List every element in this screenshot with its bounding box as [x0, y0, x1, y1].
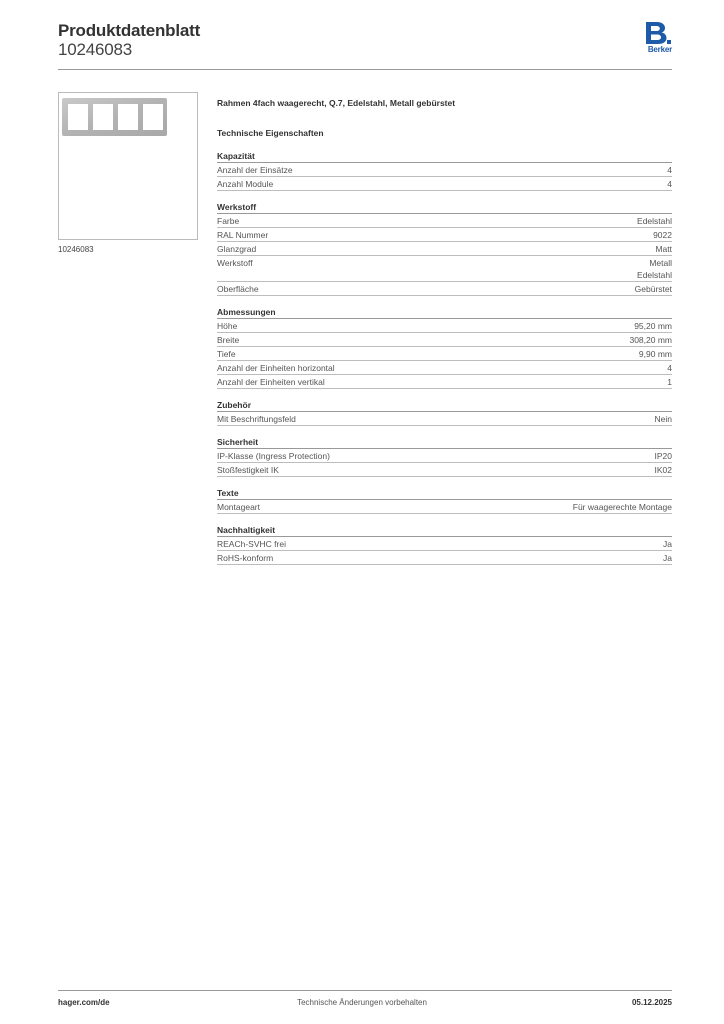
spec-value: Edelstahl — [637, 216, 672, 226]
spec-label: Anzahl der Einheiten horizontal — [217, 363, 335, 373]
spec-label: REACh-SVHC frei — [217, 539, 286, 549]
spec-value: Für waagerechte Montage — [572, 502, 672, 512]
spec-group-title: Nachhaltigkeit — [217, 524, 672, 537]
spec-row — [217, 333, 672, 347]
spec-label: Oberfläche — [217, 284, 259, 294]
spec-group-title: Kapazität — [217, 150, 672, 163]
header-divider — [58, 69, 672, 70]
spec-row — [217, 163, 672, 177]
spec-row — [217, 319, 672, 333]
spec-label: Anzahl der Einsätze — [217, 165, 293, 175]
spec-row — [217, 551, 672, 565]
spec-value: 4 — [667, 165, 672, 175]
spec-value: 308,20 mm — [629, 335, 672, 345]
spec-row — [217, 347, 672, 361]
spec-label: Tiefe — [217, 349, 236, 359]
spec-row — [217, 242, 672, 256]
spec-label: IP-Klasse (Ingress Protection) — [217, 451, 330, 461]
spec-row — [217, 361, 672, 375]
spec-label: Farbe — [217, 216, 240, 226]
spec-label: RAL Nummer — [217, 230, 269, 240]
spec-label: Stoßfestigkeit IK — [217, 465, 279, 475]
spec-value: Ja — [663, 539, 672, 549]
spec-value: 4 — [667, 179, 672, 189]
product-frame-image — [59, 93, 197, 239]
spec-group — [217, 150, 672, 191]
spec-row — [217, 375, 672, 389]
spec-value: 9,90 mm — [638, 349, 672, 359]
spec-value: 9022 — [653, 230, 672, 240]
image-caption: 10246083 — [58, 245, 94, 254]
product-title: Rahmen 4fach waagerecht, Q.7, Edelstahl, Metall gebürstet — [217, 98, 456, 108]
spec-value: 95,20 mm — [634, 321, 672, 331]
product-image — [58, 92, 198, 240]
footer-divider — [58, 990, 672, 991]
spec-row — [217, 449, 672, 463]
specification-panel — [217, 96, 672, 565]
spec-group — [217, 306, 672, 389]
spec-label: Montageart — [217, 502, 260, 512]
spec-row — [217, 177, 672, 191]
spec-group-title: Texte — [217, 487, 672, 500]
footer-website: hager.com/de — [58, 998, 110, 1007]
spec-group — [217, 524, 672, 565]
footer-disclaimer: Technische Änderungen vorbehalten — [297, 998, 427, 1007]
spec-label: RoHS-konform — [217, 553, 274, 563]
spec-row — [217, 500, 672, 514]
spec-row — [217, 412, 672, 426]
spec-group-title: Sicherheit — [217, 436, 672, 449]
spec-row — [217, 282, 672, 296]
spec-row — [217, 214, 672, 228]
spec-value: 4 — [667, 363, 672, 373]
spec-label: Mit Beschriftungsfeld — [217, 414, 296, 424]
spec-group-title: Zubehör — [217, 399, 672, 412]
spec-row — [217, 463, 672, 477]
spec-value: Matt — [655, 244, 672, 254]
spec-label: Glanzgrad — [217, 244, 257, 254]
page-header — [58, 20, 672, 70]
spec-value: Ja — [663, 553, 672, 563]
berker-logo — [640, 20, 672, 54]
spec-label: Anzahl der Einheiten vertikal — [217, 377, 325, 387]
spec-value: Metall Edelstahl — [637, 258, 672, 280]
spec-value: Nein — [654, 414, 672, 424]
spec-row — [217, 256, 672, 282]
spec-group — [217, 201, 672, 296]
spec-group-title: Abmessungen — [217, 306, 672, 319]
spec-label: Höhe — [217, 321, 238, 331]
document-number: 10246083 — [58, 40, 133, 59]
spec-value: 1 — [667, 377, 672, 387]
spec-group — [217, 436, 672, 477]
spec-value: IK02 — [654, 465, 672, 475]
spec-group — [217, 399, 672, 426]
section-heading: Technische Eigenschaften — [217, 128, 324, 138]
spec-group-title: Werkstoff — [217, 201, 672, 214]
document-title: Produktdatenblatt — [58, 21, 201, 40]
spec-label: Anzahl Module — [217, 179, 274, 189]
spec-groups — [217, 150, 672, 565]
spec-row — [217, 228, 672, 242]
berker-b-icon — [640, 20, 672, 46]
spec-value: IP20 — [654, 451, 672, 461]
spec-value: Gebürstet — [634, 284, 672, 294]
spec-label: Werkstoff — [217, 258, 253, 268]
spec-row — [217, 537, 672, 551]
logo-text: Berker — [647, 45, 672, 54]
footer-date: 05.12.2025 — [631, 998, 672, 1007]
spec-group — [217, 487, 672, 514]
spec-label: Breite — [217, 335, 240, 345]
